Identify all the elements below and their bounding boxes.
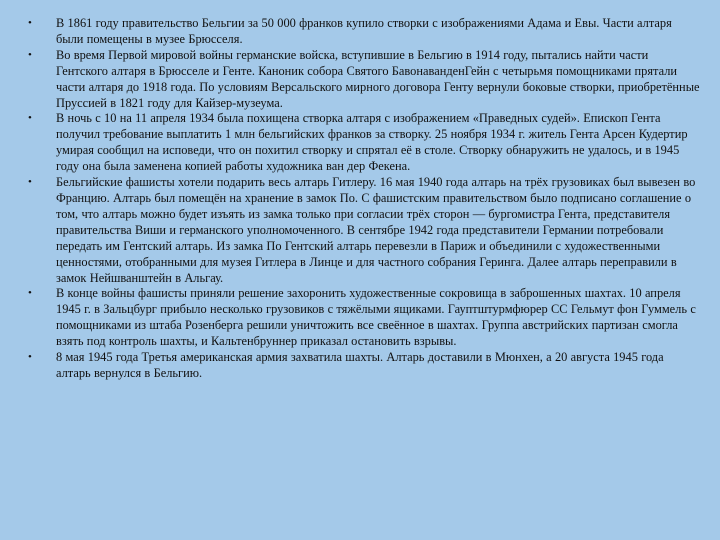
- bullet-marker: •: [28, 176, 32, 189]
- bullet-marker: •: [28, 48, 32, 61]
- paragraph-return: 8 мая 1945 года Третья американская армия захватила шахты. Алтарь доставили в Мюнхен, а 20 августа 1945 года алтарь вернулся в Бельгию.: [56, 350, 664, 380]
- paragraph-1934-theft: В ночь с 10 на 11 апреля 1934 была похищена створка алтаря с изображением «Праведных судей». Епископ Гента получил требование выплатить 1 млн бельгийских франков за створку. 25 ноября 1934 г. житель Гента Арсен Кудертир умирая сообщил на исповеди, что он похитил створку и спрятал её в столе. Створку обнаружить не удалось, и в 1945 году она была заменена копией работы художника ван дер Фекена.: [56, 111, 688, 174]
- list-item: [28, 286, 700, 350]
- list-item: [28, 175, 700, 286]
- bullet-marker: •: [28, 112, 32, 125]
- list-item: [28, 350, 700, 382]
- list-item: [28, 48, 700, 112]
- bullet-marker: •: [28, 17, 32, 29]
- bullet-marker: •: [28, 287, 32, 300]
- list-item: [28, 111, 700, 175]
- list-item: [28, 16, 700, 48]
- paragraph-ww2: Бельгийские фашисты хотели подарить весь алтарь Гитлеру. 16 мая 1940 года алтарь на трёх грузовиках был вывезен во Францию. Алтарь был помещён на хранение в замок По. С фашистским правительством было подписано соглашение о том, что алтарь можно будет изъять из замка только при согласии трёх сторон — бургомистра Гента, представителя правительства Виши и германского уполномоченного. В сентябре 1942 года представители Германии потребовали передать им Гентский алтарь. Из замка По Гентский алтарь перевезли в Париж и объединили с художественными ценностями, отобранными для музея Гитлера в Линце и для частного собрания Геринга. Далее алтарь переправили в замок Нейшванштейн в Альгау.: [56, 175, 696, 285]
- paragraph-1861: В 1861 году правительство Бельгии за 50 000 франков купило створки с изображениями Адама и Евы. Части алтаря были помещены в музее Брюсселя.: [56, 16, 672, 46]
- paragraph-end-of-war: В конце войны фашисты приняли решение захоронить художественные сокровища в заброшенных шахтах. 10 апреля 1945 г. в Зальцбург прибыло несколько грузовиков с тяжёлыми ящиками. Гауптштурмфюрер СС Гельмут фон Гуммель с помощниками из штаба Розенберга решили уничтожить все свеённое в шахтах. Группа австрийских партизан смогла взять под контроль шахты, и Кальтенбруннер приказал остановить взрывы.: [56, 286, 696, 349]
- paragraph-ww1: Во время Первой мировой войны германские войска, вступившие в Бельгию в 1914 году, пытались найти части Гентского алтаря в Брюсселе и Генте. Каноник собора Святого БавонаванденГейн с четырьмя помощниками прятали части алтаря до 1918 года. По условиям Версальского мирного договора Генту вернули боковые створки, приобретённые Пруссией в 1821 году для Кайзер-музеума.: [56, 47, 700, 110]
- bullet-marker: •: [28, 351, 32, 364]
- bullet-list: [28, 16, 700, 382]
